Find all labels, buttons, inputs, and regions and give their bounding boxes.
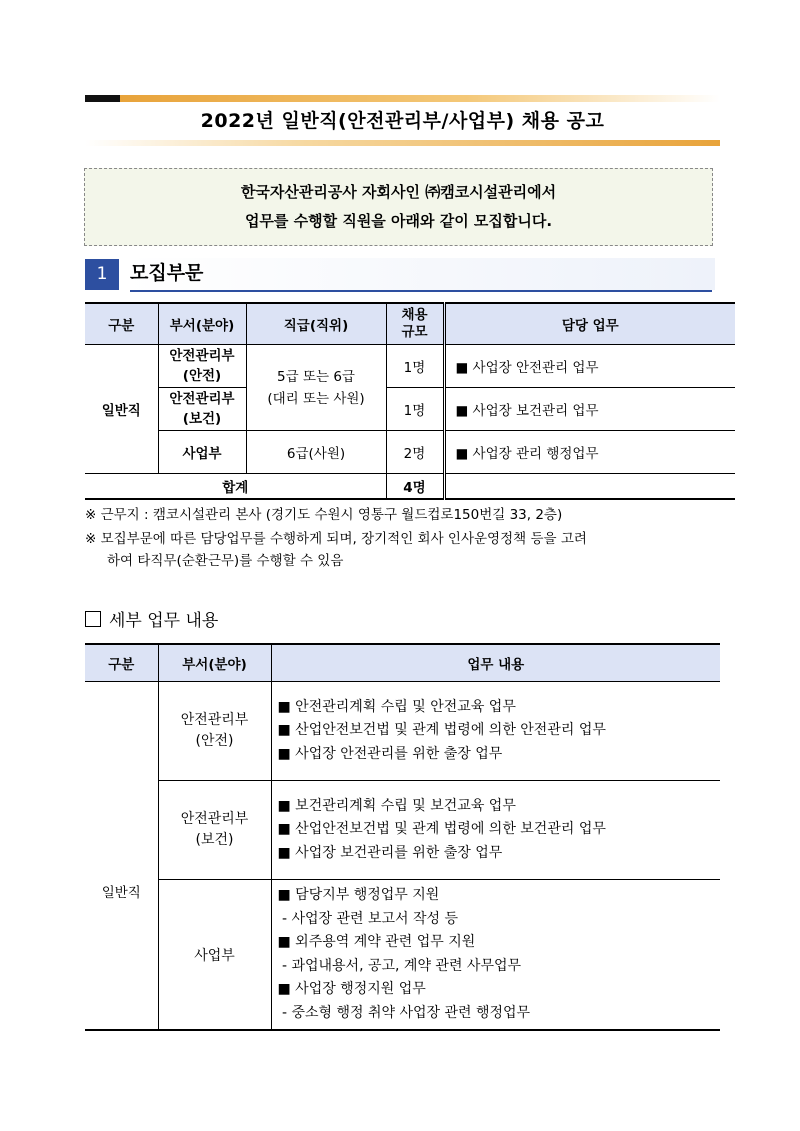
section-header-background: [125, 258, 715, 290]
grade-cell: 6급(사원): [246, 431, 386, 474]
header-dept: 부서(분야): [158, 303, 246, 345]
tasks-cell: [271, 781, 720, 880]
table-row: [85, 781, 720, 880]
note-workplace: ※ 근무지 : 캠코시설관리 본사 (경기도 수원시 영통구 월드컵로150번길 33, 2층): [85, 507, 563, 523]
task-item: ■ 담당지부 행정업무 지원: [277, 887, 440, 903]
table-row: [85, 431, 735, 474]
dept-line1: 안전관리부: [180, 811, 249, 827]
title-top-bar: [85, 95, 720, 102]
task-item: ■ 산업안전보건법 및 관계 법령에 의한 보건관리 업무: [277, 821, 606, 838]
dept-cell: [158, 345, 246, 388]
task-item: ■ 보건관리계획 수립 및 보건교육 업무: [277, 797, 516, 814]
intro-box: [84, 168, 713, 246]
grade-line2: (대리 또는 사원): [267, 390, 365, 407]
header-category: 구분: [85, 644, 158, 682]
tasks-cell: [271, 880, 720, 1031]
table-header-row: [85, 644, 720, 682]
header-size-line2: 규모: [401, 324, 428, 340]
note-rotation-line2: 하여 타직무(순환근무)를 수행할 수 있음: [107, 553, 344, 569]
category-cell: [85, 682, 158, 1031]
detail-table: [85, 643, 720, 1031]
table-header-row: [85, 303, 735, 345]
dept-line2: (안전): [195, 733, 234, 749]
grade-line1: 5급 또는 6급: [277, 368, 355, 385]
duty-cell: ■ 사업장 관리 행정업무: [444, 431, 735, 474]
header-size-line1: 채용: [401, 307, 428, 323]
table-row: [85, 880, 720, 1031]
dept-cell: [158, 388, 246, 431]
category-cell: 일반직: [85, 345, 158, 474]
dept-line1: 안전관리부: [180, 712, 249, 728]
header-size: [386, 303, 444, 345]
dept-cell: [158, 781, 271, 880]
total-value: 4명: [386, 474, 444, 500]
header-dept: 부서(분야): [158, 644, 271, 682]
intro-line-1: 한국자산관리공사 자회사인 ㈜캠코시설관리에서: [240, 183, 557, 201]
intro-line-2: 업무를 수행할 직원을 아래와 같이 모집합니다.: [244, 212, 553, 230]
detail-section-title-text: 세부 업무 내용: [109, 611, 219, 631]
task-item: ■ 사업장 안전관리를 위한 출장 업무: [277, 745, 503, 762]
dept-cell: 사업부: [158, 880, 271, 1031]
detail-section-title: [85, 606, 218, 631]
size-cell: 2명: [386, 431, 444, 474]
header-category: 구분: [85, 303, 158, 345]
title-bottom-bar: [85, 140, 720, 146]
task-item: - 사업장 관련 보고서 작성 등: [277, 910, 459, 927]
size-cell: 1명: [386, 345, 444, 388]
task-item: ■ 사업장 보건관리를 위한 출장 업무: [277, 844, 503, 861]
duty-cell: ■ 사업장 보건관리 업무: [444, 388, 735, 431]
grade-cell: [246, 345, 386, 431]
checkbox-icon: [85, 611, 101, 627]
total-empty: [444, 474, 735, 500]
dept-line2: (안전): [182, 368, 222, 384]
task-item: ■ 산업안전보건법 및 관계 법령에 의한 안전관리 업무: [277, 722, 606, 739]
note-rotation: [85, 528, 725, 572]
dept-cell: 사업부: [158, 431, 246, 474]
header-grade: 직급(직위): [246, 303, 386, 345]
table-row: [85, 388, 735, 431]
page-title: 2022년 일반직(안전관리부/사업부) 채용 공고: [200, 110, 605, 132]
tasks-cell: [271, 682, 720, 781]
header-content: 업무 내용: [271, 644, 720, 682]
category-label: 일반직: [101, 884, 141, 901]
total-label: 합계: [85, 474, 386, 500]
total-row: [85, 474, 735, 500]
task-item: ■ 사업장 행정지원 업무: [277, 981, 426, 997]
duty-cell: ■ 사업장 안전관리 업무: [444, 345, 735, 388]
table-row: [85, 345, 735, 388]
section-number: 1: [85, 259, 119, 290]
dept-line2: (보건): [182, 411, 222, 427]
size-cell: 1명: [386, 388, 444, 431]
task-item: - 과업내용서, 공고, 계약 관련 사무업무: [277, 957, 522, 974]
task-item: - 중소형 행정 취약 사업장 관련 행정업무: [277, 1004, 531, 1021]
header-duty: 담당 업무: [444, 303, 735, 345]
section-title: 모집부문: [130, 262, 204, 284]
recruit-table: [85, 302, 735, 500]
dept-line1: 안전관리부: [169, 348, 235, 364]
note-rotation-line1: ※ 모집부문에 따른 담당업무를 수행하게 되며, 장기적인 회사 인사운영정책 등을 고려: [85, 531, 587, 547]
task-item: ■ 외주용역 계약 관련 업무 지원: [277, 934, 476, 950]
task-item: ■ 안전관리계획 수립 및 안전교육 업무: [277, 698, 516, 715]
section-underline: [130, 290, 712, 292]
dept-line1: 안전관리부: [169, 391, 235, 407]
table-row: [85, 682, 720, 781]
dept-line2: (보건): [195, 832, 234, 848]
dept-cell: [158, 682, 271, 781]
